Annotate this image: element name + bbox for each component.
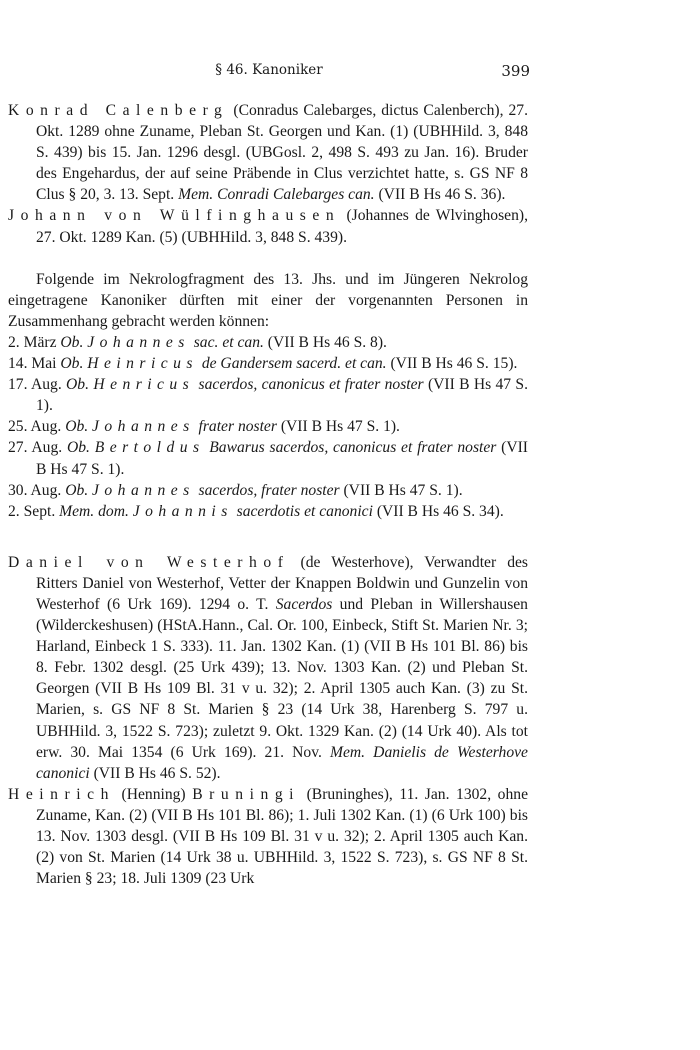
entry-text: und Pleban in Willershausen (Wilderckeshusen) (HStA.Hann., Cal. Or. 100, Einbeck, Stift St. Marien Nr. 3; Harland, Einbeck 1 S. 333). 11. Jan. 1302 Kan. (1) (VII B Hs 101 Bl. 86) bis 8. Febr. 1302 desgl. (25 Urk 439); 13. Nov. 1303 Kan. (2) und Pleban St. Georgen (VII B Hs 109 Bl. 31 v u. 32); 2. April 1305 auch Kan. (3) zu St. Marien, s. GS NF 8 St. Marien § 23 (14 Urk 38, Harenberg S. 797 u. UBHHild. 3, 1522 S. 723); zuletzt 9. Okt. 1329 Kan. (2) (14 Urk 40). Als tot erw. 30. Mai 1354 (6 Urk 169). 21. Nov. bbox=[36, 595, 528, 761]
spaced-name: Johannes bbox=[92, 481, 195, 499]
entry-italic: Mem. Conradi Calebarges can. bbox=[178, 186, 375, 204]
entry-italic: Sacerdos bbox=[275, 595, 333, 613]
source: (VII B Hs 47 S. 1). bbox=[36, 439, 528, 478]
necrology-list bbox=[8, 332, 528, 522]
date: 27. Aug. bbox=[8, 439, 67, 457]
note-italic: frater noster bbox=[194, 418, 277, 436]
person-name: Konrad Calenberg bbox=[8, 102, 229, 119]
entry-heinrich-bruningi bbox=[8, 784, 528, 889]
spaced-name: Henricus bbox=[93, 376, 195, 394]
date: 17. Aug. bbox=[8, 376, 67, 394]
person-name: Daniel von Westerhof bbox=[8, 553, 290, 571]
date: 30. Aug. bbox=[8, 481, 66, 499]
date: 25. Aug. bbox=[8, 418, 66, 436]
source: (VII B Hs 47 S. 1). bbox=[339, 481, 463, 499]
necrology-item bbox=[8, 437, 528, 479]
note-italic: Mem. dom. bbox=[59, 502, 133, 520]
note-italic: sacerdotis et canonici bbox=[232, 502, 373, 520]
date: 2. März bbox=[8, 333, 61, 351]
body-text bbox=[8, 100, 528, 889]
entry-text: (Henning) bbox=[114, 785, 193, 803]
source: (VII B Hs 47 S. 1). bbox=[276, 418, 400, 436]
note-italic: Ob. bbox=[60, 355, 88, 373]
note-italic: Ob. bbox=[65, 481, 93, 499]
running-header bbox=[0, 62, 700, 82]
person-name: Johann von Wülfinghausen bbox=[8, 207, 341, 225]
note-italic: Ob. bbox=[66, 376, 94, 394]
note-italic: Bawarus sacerdos, canonicus et frater noster bbox=[204, 439, 497, 457]
entry-text: (Bruninghes), 11. Jan. 1302, ohne Zuname, Kan. (2) (VII B Hs 101 Bl. 86); 1. Juli 1302 Kan. (1) (6 Urk 100) bis 13. Nov. 1303 desgl. (VII B Hs 109 Bl. 31 v u. 32); 2. April 1305 auch Kan. (2) von St. Marien (14 Urk 38 u. UBHHild. 3, 1522 S. 723), s. GS NF 8 St. Marien § 23; 18. Juli 1309 (23 Urk bbox=[36, 785, 528, 888]
note-italic: de Gandersem sacerd. et can. bbox=[197, 355, 387, 373]
necrology-item bbox=[8, 374, 528, 416]
person-name: Heinrich bbox=[8, 785, 115, 803]
note-italic: sacerdos, canonicus et frater noster bbox=[194, 376, 424, 394]
spaced-name: Heinricus bbox=[87, 355, 198, 373]
source: (VII B Hs 47 S. 1). bbox=[36, 376, 528, 415]
spaced-name: Johannes bbox=[87, 333, 190, 351]
entry-text: (de Westerhove), Verwandter des Ritters Daniel von Westerhof, Vetter der Knappen Boldwin und Gunzelin von Westerhof (6 Urk 169). 1294 o. T. bbox=[36, 553, 528, 613]
note-italic: Ob. bbox=[60, 333, 88, 351]
necrology-item bbox=[8, 480, 528, 501]
entry-italic: Mem. Danielis de Westerhove canonici bbox=[36, 743, 528, 782]
necrology-item bbox=[8, 332, 528, 353]
entry-text: (VII B Hs 46 S. 36). bbox=[374, 186, 506, 204]
entry-text: (Johannes de Wlvinghosen), 27. Okt. 1289 Kan. (5) (UBHHild. 3, 848 S. 439). bbox=[36, 207, 528, 246]
page-number: 399 bbox=[501, 62, 530, 80]
date: 2. Sept. bbox=[8, 502, 60, 520]
spaced-name: Johannis bbox=[132, 502, 233, 520]
entry-text: (VII B Hs 46 S. 52). bbox=[89, 764, 221, 782]
person-surname: Bruningi bbox=[192, 785, 301, 803]
entry-daniel-westerhof bbox=[8, 552, 528, 784]
entry-text: (Conradus Calebarges, dictus Calenberch), 27. Okt. 1289 ohne Zuname, Pleban St. Georgen und Kan. (1) (UBHHild. 3, 848 S. 439) bis 15. Jan. 1296 desgl. (UBGosl. 2, 498 S. 493 zu Jan. 16). Bruder des Engehardus, der auf seine Präbende in Clus verzichtet hatte, s. GS NF 8 Clus § 20, 3. 13. Sept. bbox=[36, 102, 528, 204]
source: (VII B Hs 46 S. 34). bbox=[372, 502, 504, 520]
necrology-item bbox=[8, 416, 528, 437]
source: (VII B Hs 46 S. 15). bbox=[386, 355, 518, 373]
note-italic: sacerdos, frater noster bbox=[194, 481, 340, 499]
entry-johann-wuelfinghausen bbox=[8, 205, 528, 247]
note-italic: Ob. bbox=[65, 418, 93, 436]
spaced-name: Johannes bbox=[92, 418, 195, 436]
date: 14. Mai bbox=[8, 355, 61, 373]
section-title: § 46. Kanoniker bbox=[215, 62, 323, 78]
intro-paragraph: Folgende im Nekrologfragment des 13. Jhs. und im Jüngeren Nekrolog eingetragene Kanoniker dürften mit einer der vorgenannten Personen in Zusammenhang gebracht werden können: bbox=[8, 270, 528, 330]
note-italic: sac. et can. bbox=[189, 333, 264, 351]
entry-konrad-calenberg bbox=[8, 100, 528, 205]
necrology-item bbox=[8, 501, 528, 522]
spaced-name: Bertoldus bbox=[94, 439, 205, 457]
note-italic: Ob. bbox=[66, 439, 95, 457]
source: (VII B Hs 46 S. 8). bbox=[263, 333, 387, 351]
necrology-item bbox=[8, 353, 528, 374]
